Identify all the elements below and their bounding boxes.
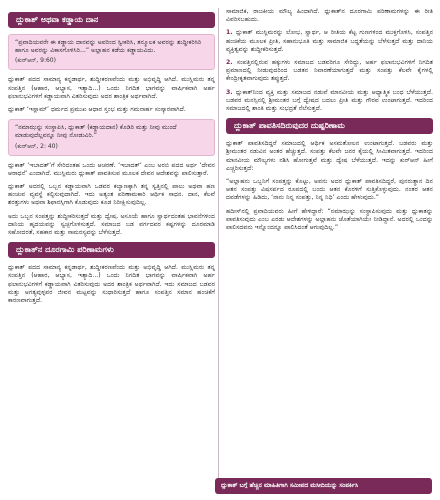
column-divider (218, 8, 219, 488)
paragraph-text: ಸಂಪತ್ತಿನಲ್ಲಿರುವ ಹಕ್ಕುಗಳು ಸಮಾಜದ ಬಡವರಿಗೂ ಸೇರಿದ್ದು, ಅರ್ಹ ಫಲಾನುಭವಿಗಳಿಗೆ ನಿಗದಿತ ಪ್ರಮಾಣದಲ್ಲಿ ನೀಡುವುದರಿಂದ ಬಡತನ ನಿವಾರಣೆಯಾಗುತ್ತದೆ ಮತ್ತು ಸಂಪತ್ತು ಕೆಲವೇ ಕೈಗಳಲ್ಲಿ ಕೇಂದ್ರೀಕೃತವಾಗುವುದು ತಪ್ಪುತ್ತದೆ. (226, 59, 433, 83)
paragraph: ದ್ಲುಕಾತ್ ಪಾವತಿಸದಿದ್ದರೆ ಸಮಾಜದಲ್ಲಿ ಆರ್ಥಿಕ ಅಸಮತೋಲನ ಉಂಟಾಗುತ್ತದೆ. ಬಡವರು ಮತ್ತು ಶ್ರೀಮಂತರ ನಡುವಿನ ಅಂತರ ಹೆಚ್ಚುತ್ತದೆ. ಸಂಪತ್ತು ಕೆಲವೇ ಜನರ ಕೈಯಲ್ಲಿ ಸೀಮಿತವಾಗುತ್ತದೆ. ಇದರಿಂದ ಮಾನವೀಯ ಮೌಲ್ಯಗಳು ನಶಿಸಿ ಹೋಗುತ್ತವೆ ಮತ್ತು ದ್ವೇಷ ಬೆಳೆಯುತ್ತದೆ. ಇದನ್ನು ಕುರ್‌ಆನ್ ಹೀಗೆ ಎಚ್ಚರಿಸುತ್ತದೆ: (226, 140, 433, 172)
quote-reference: (ಕುರ್‌ಆನ್, 2: 40) (15, 142, 58, 150)
paragraph: ಅದು ಒಬ್ಬನ ಸಂಪತ್ತನ್ನು ಶುದ್ಧೀಕರಿಸುತ್ತದೆ ಮತ್ತು ದ್ವೇಷ, ಅಸೂಯೆ ಹಾಗೂ ಸ್ವಾರ್ಥದಂತಹ ಭಾವನೆಗಳಿಂದ ದಾನಿಯ ಹೃದಯವನ್ನು ಸ್ವಚ್ಛಗೊಳಿಸುತ್ತದೆ. ಸಮಾಜದ ಬಡ ವರ್ಗದವರ ಕಷ್ಟಗಳನ್ನು ದೂರಮಾಡಿ ಸಹೋದರತೆ, ಸಹಕಾರ ಮತ್ತು ಸಾಮರಸ್ಯವನ್ನು ಬೆಳೆಸುತ್ತದೆ. (8, 212, 215, 237)
paragraph: ದ್ಲುಕಾತ್ ಪದದ ಸಾಮಾನ್ಯ ಕನ್ನಡಾರ್ಥ, ಶುದ್ಧೀಕರಣವೆಂದು ಮತ್ತು ಅಭಿವೃದ್ಧಿ ಆಗಿದೆ. ಮುಸ್ಲಿಮರು ತನ್ನ ಸಂಪತ್ತಿನ (ಆಹಾರ, ಆಭ್ಯಾಸ, ಇತ್ಯಾದಿ...) ಒಂದು ನಿಗದಿತ ಭಾಗವನ್ನು ವಾರ್ಷಿಕವಾಗಿ ಅರ್ಹ ಫಲಾನುಭವಿಗಳಿಗೆ ಕಡ್ಡಾಯವಾಗಿ ವಿತರಿಸುವುದು ಅದರ ಶಾಂತ್ರಿಕ ಅರ್ಥವಾಗಿದೆ. (8, 76, 215, 100)
section-heading-consequences: ದ್ಲುಕಾತ್ ಪಾವತಿಸದಿರುವುದರ ದುಷ್ಪರಿಣಾಮ (226, 118, 433, 134)
numbered-paragraph: 1. ದ್ಲುಕಾತ್ ಮುಸ್ಲಿಮರನ್ನು ಲೋಭ, ಸ್ವಾರ್ಥ, ಆ ರೀತಿಯ ಕೆಟ್ಟ ಗುಣಗಳಿಂದ ಮುಕ್ತಗೊಳಿಸಿ, ಸಂಪತ್ತಿನ ಹಂಚಿಕೆಯ ಮೂಲಕ ಪ್ರೀತಿ, ಸಹಾನುಭೂತಿ ಮತ್ತು ಸಾಮಾಜಿಕ ಬದ್ಧತೆಯನ್ನು ಬೆಳೆಸುತ್ತದೆ ಮತ್ತು ದಾನಿಯ ವ್ಯಕ್ತಿತ್ವವನ್ನು ಶುದ್ಧೀಕರಿಸುತ್ತದೆ. (226, 29, 434, 53)
paragraph: ಹದೀಸ್‌ನಲ್ಲಿ ಪ್ರವಾದಿಯವರು ಹೀಗೆ ಹೇಳಿದ್ದಾರೆ: “ನಮಾಝನ್ನು ಸಂಸ್ಥಾಪಿಸುವುದು ಮತ್ತು ದ್ಲುಕಾತನ್ನು ಪಾವತಿಸುವುದು ಎಂಬ ಎರಡು ಆದೇಶಗಳನ್ನು ಅಲ್ಲಾಹನು ಜೊತೆಯಾಗಿಯೇ ನೀಡಿದ್ದಾನೆ. ಅದರಲ್ಲಿ ಒಂದನ್ನು ಪಾಲಿಸದವನು ಇನ್ನೊಂದನ್ನೂ ಪಾಲಿಸಿದಂತೆ ಆಗುವುದಿಲ್ಲ.” (226, 207, 433, 232)
numbered-paragraph: 2. ಸಂಪತ್ತಿನಲ್ಲಿರುವ ಹಕ್ಕುಗಳು ಸಮಾಜದ ಬಡವರಿಗೂ ಸೇರಿದ್ದು, ಅರ್ಹ ಫಲಾನುಭವಿಗಳಿಗೆ ನಿಗದಿತ ಪ್ರಮಾಣದಲ್ಲಿ ನೀಡುವುದರಿಂದ ಬಡತನ ನಿವಾರಣೆಯಾಗುತ್ತದೆ ಮತ್ತು ಸಂಪತ್ತು ಕೆಲವೇ ಕೈಗಳಲ್ಲಿ ಕೇಂದ್ರೀಕೃತವಾಗುವುದು ತಪ್ಪುತ್ತದೆ. (226, 59, 433, 83)
paragraph: ದ್ಲುಕಾತ್ ಅದರಲ್ಲಿ ಒಬ್ಬನ ಕಡ್ಡಾಯವಾಗಿ ಒಡವರ ಕಲ್ಯಾಣಕ್ಕಾಗಿ ತನ್ನ ಸ್ವತ್ತಿನಲ್ಲಿ ಪಾಲು ಅಥವಾ ಹಣ ಹಂಚುವ ವ್ಯವಸ್ಥೆ ಕಲ್ಪಿಸುವುದಾಗಿದೆ. ಇದು ಅತ್ಯಂತ ಪರಿಣಾಮಕಾರಿ ಆರ್ಥಿಕ ಸಾಧನ. ದಾನ, ಕೆಲವೆ ಶರತ್ತುಗಳು ಅಥವಾ ಶಿಫಾರಸ್ಸಿಗಾಗಿ ಕೊಡುವುದು ಕೂಡ ನಿರೀಕ್ಷಿಸುವುದಿಲ್ಲ. (8, 183, 215, 207)
paragraph: ದ್ಲುಕಾತ್ ‘ಇಸ್ಲಾಮ್’ ಧರ್ಮದ ಪ್ರಮುಖ ಆಧಾರ ಸ್ತಂಭ ಮತ್ತು ಗಮನಾರ್ಹ ಸಂಸ್ಕಾರವಾಗಿದೆ. (8, 106, 186, 114)
paragraph: ದ್ಲುಕಾತ್ ಪದದ ಸಾಮಾನ್ಯ ಕನ್ನಡಾರ್ಥ, ಶುದ್ಧೀಕರಣವೆಂದು ಮತ್ತು ಅಭಿವೃದ್ಧಿ ಆಗಿದೆ. ಮುಸ್ಲಿಮರು ತನ್ನ ಸಂಪತ್ತಿನ (ಆಹಾರ, ಆಭ್ಯಾಸ, ಇತ್ಯಾದಿ...) ಒಂದು ನಿಗದಿತ ಭಾಗವನ್ನು ವಾರ್ಷಿಕವಾಗಿ ಅರ್ಹ ಫಲಾನುಭವಿಗಳಿಗೆ ಕಡ್ಡಾಯವಾಗಿ ವಿತರಿಸುವುದು ಅದರ ಶಾಂತ್ರಿಕ ಅರ್ಥವಾಗಿದೆ. ಇದು ಸಮಾಜದ ಬಡವರ ಮತ್ತು ಅಗತ್ಯವುಳ್ಳವರ ಜೀವನ ಮಟ್ಟವನ್ನು ಸುಧಾರಿಸುತ್ತದೆ ಹಾಗೂ ಸಂಪತ್ತಿನ ಸಮಾನ ಹಂಚಿಕೆಗೆ ಕಾರಣವಾಗುತ್ತದೆ. (8, 264, 215, 305)
quran-quote-box (8, 34, 215, 70)
paragraph: ದ್ಲುಕಾತ್ ‘ಇಬಾದತ್’ಗೆ ಸೇರಿದಂತಹ ಒಂದು ಆಚರಣೆ. ‘ಇಬಾದತ್’ ಎಂಬ ಅರಬಿ ಪದದ ಅರ್ಥ ‘ದೇವನ ಆರಾಧನೆ’ ಎಂದಾಗಿದೆ. ಮುಸ್ಲಿಮರು ದ್ಲುಕಾತ್ ಪಾವತಿಸುವ ಮೂಲಕ ದೇವನ ಆದೇಶವನ್ನು ಪಾಲಿಸುತ್ತಾರೆ. (8, 161, 215, 177)
section-heading-zakat: ದ್ಲುಕಾಶ್ ಅಥವಾ ಕಡ್ಡಾಯ ದಾನ (8, 12, 215, 28)
quote-reference: (ಕುರ್‌ಆನ್, 9:60) (15, 57, 56, 65)
paragraph: “ಅಲ್ಲಾಹನು ಒಬ್ಬನಿಗೆ ಸಂಪತ್ತನ್ನು ಕೊಟ್ಟು, ಅವನು ಅದರ ದ್ಲುಕಾತ್ ಪಾವತಿಸದಿದ್ದರೆ, ಪುನರುತ್ಥಾನ ದಿನ ಆತನ ಸಂಪತ್ತು ವಿಷಸರ್ಪದ ರೂಪದಲ್ಲಿ ಬಂದು ಆತನ ಕೊರಳಿಗೆ ಸುತ್ತಿಕೊಳ್ಳುವುದು. ನಂತರ ಆತನ ದವಡೆಗಳನ್ನು ಹಿಡಿದು, ‘ನಾನು ನಿನ್ನ ಸಂಪತ್ತು, ನಿನ್ನ ನಿಧಿ’ ಎಂದು ಹೇಳುವುದು.” (226, 178, 433, 202)
paragraph-text: ದ್ಲುಕಾತ್‌ನಿಂದ ವ್ಯಕ್ತಿ ಮತ್ತು ಸಮಾಜದ ನಡುವೆ ಮಾನವೀಯ ಮತ್ತು ಆಧ್ಯಾತ್ಮಿಕ ಬಂಧ ಬೆಳೆಯುತ್ತದೆ. ಬಡವರ ಮನಸ್ಸಿನಲ್ಲಿ ಶ್ರೀಮಂತರ ಬಗ್ಗೆ ದ್ವೇಷದ ಬದಲು ಪ್ರೀತಿ ಮತ್ತು ಗೌರವ ಉಂಟಾಗುತ್ತದೆ. ಇದರಿಂದ ಸಮಾಜದಲ್ಲಿ ಶಾಂತಿ ಮತ್ತು ಸುಭದ್ರತೆ ನೆಲೆಸುತ್ತದೆ. (226, 88, 433, 113)
left-column (8, 8, 215, 310)
paragraph-text: ದ್ಲುಕಾತ್ ಮುಸ್ಲಿಮರನ್ನು ಲೋಭ, ಸ್ವಾರ್ಥ, ಆ ರೀತಿಯ ಕೆಟ್ಟ ಗುಣಗಳಿಂದ ಮುಕ್ತಗೊಳಿಸಿ, ಸಂಪತ್ತಿನ ಹಂಚಿಕೆಯ ಮೂಲಕ ಪ್ರೀತಿ, ಸಹಾನುಭೂತಿ ಮತ್ತು ಸಾಮಾಜಿಕ ಬದ್ಧತೆಯನ್ನು ಬೆಳೆಸುತ್ತದೆ ಮತ್ತು ದಾನಿಯ ವ್ಯಕ್ತಿತ್ವವನ್ನು ಶುದ್ಧೀಕರಿಸುತ್ತದೆ. (226, 29, 434, 53)
footer-banner: ದ್ಲುಕಾತ್ ಬಗ್ಗೆ ಹೆಚ್ಚಿನ ಮಾಹಿತಿಗಾಗಿ ಸಮೀಪದ ಮಸೀದಿಯನ್ನು ಸಂಪರ್ಕಿಸಿ (215, 478, 432, 494)
right-column (226, 8, 433, 237)
quran-quote-box (8, 119, 215, 155)
quote-text: “ಪ್ರವಾದಿಯವರೇ ಈ ಕಡ್ಡಾಯ ದಾನವನ್ನು ಅವರಿಂದ ಸ್ವೀಕರಿಸಿ, ತನ್ಮೂಲಕ ಅವರನ್ನು ಶುದ್ಧೀಕರಿಸಿರಿ ಹಾಗೂ ಅವರನ್ನು ವಿಕಾಸಗೊಳಿಸಿರಿ...” ಅಲ್ಲಾಹನ ಕಡೆಯ ಕಡ್ಡಾಯವಿದು. (15, 39, 202, 55)
quote-text: “ನಮಾಝನ್ನು ಸಂಸ್ಥಾಪಿಸಿ, ದ್ಲುಕಾತ್ (ಕಡ್ಡಾಯದಾನ) ಕೊಡಿರಿ ಮತ್ತು ನೀವು ಮುಂದೆ ಮಾಡುವುದೆಲ್ಲವನ್ನೂ ನೀವು ನೋಡುವಿರಿ.” (15, 124, 177, 140)
numbered-paragraph: 3. ದ್ಲುಕಾತ್‌ನಿಂದ ವ್ಯಕ್ತಿ ಮತ್ತು ಸಮಾಜದ ನಡುವೆ ಮಾನವೀಯ ಮತ್ತು ಆಧ್ಯಾತ್ಮಿಕ ಬಂಧ ಬೆಳೆಯುತ್ತದೆ. ಬಡವರ ಮನಸ್ಸಿನಲ್ಲಿ ಶ್ರೀಮಂತರ ಬಗ್ಗೆ ದ್ವೇಷದ ಬದಲು ಪ್ರೀತಿ ಮತ್ತು ಗೌರವ ಉಂಟಾಗುತ್ತದೆ. ಇದರಿಂದ ಸಮಾಜದಲ್ಲಿ ಶಾಂತಿ ಮತ್ತು ಸುಭದ್ರತೆ ನೆಲೆಸುತ್ತದೆ. (226, 88, 433, 113)
section-heading-effects: ದ್ಲುಕಾತ್‌ನ ದೂರಗಾಮಿ ಪರಿಣಾಮಗಳು (8, 242, 215, 258)
paragraph: ಸಾಮಾಜಿಕ, ರಾಜಕೀಯ ಮೌಲ್ಯ ಹಿಂದಾಗಿದೆ. ದ್ಲುಕಾತ್‌ನ ದೂರಗಾಮಿ ಪರಿಣಾಮಗಳನ್ನು ಈ ರೀತಿ ವಿವರಿಸಬಹುದು. (226, 8, 433, 24)
